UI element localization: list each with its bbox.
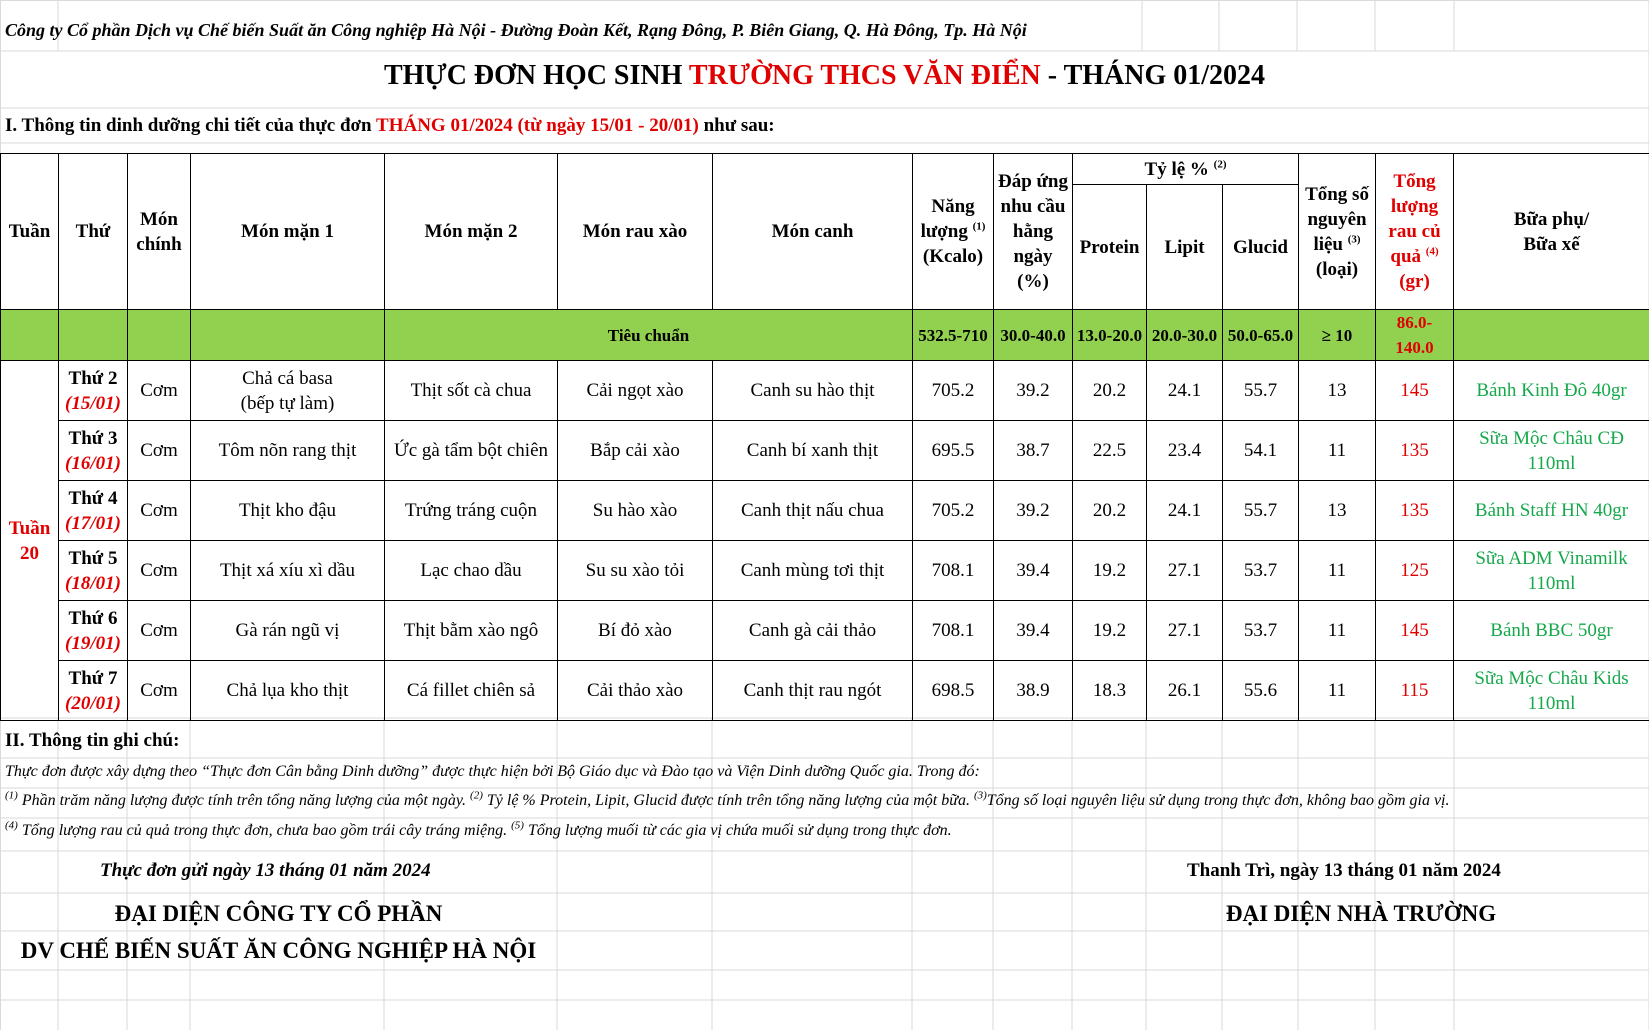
cell-veg-text: Cải thảo xào xyxy=(586,680,684,701)
note-2-sup: (2) xyxy=(470,789,483,802)
title-school: TRƯỜNG THCS VĂN ĐIỂN xyxy=(688,60,1041,91)
standard-veg-total: 86.0-140.0 xyxy=(1376,310,1454,361)
cell-snack xyxy=(1454,601,1649,661)
cell-veg-total xyxy=(1376,541,1454,601)
veg-total-footnote: (4) xyxy=(1425,245,1439,258)
cell-dish2-text: Thịt sốt cà chua xyxy=(410,380,532,401)
cell-snack-text: Bánh Kinh Đô 40gr xyxy=(1476,380,1627,401)
cell-dish1-note: (bếp tự làm) xyxy=(240,392,335,414)
cell-meet xyxy=(994,661,1073,721)
cell-main xyxy=(128,361,191,421)
standard-energy: 532.5-710 xyxy=(913,310,994,361)
note-line-2 xyxy=(5,789,1450,810)
week-number: 20 xyxy=(20,542,39,564)
cell-main xyxy=(128,421,191,481)
cell-dish2 xyxy=(385,541,558,601)
note-line-1: Thực đơn được xây dựng theo “Thực đơn Cân bằng Dinh dưỡng” được thực hiện bởi Bộ Giáo dục và Đào tạo và Viện Dinh dưỡng Quốc gia. Trong đó: xyxy=(5,763,980,780)
cell-meet-text: 38.9 xyxy=(1016,680,1050,701)
cell-lipit xyxy=(1147,421,1223,481)
standard-label: Tiêu chuẩn xyxy=(385,310,913,361)
cell-veg xyxy=(558,361,713,421)
cell-snack xyxy=(1454,481,1649,541)
cell-meet-text: 39.2 xyxy=(1016,380,1050,401)
day-date: (17/01) xyxy=(65,512,121,534)
section-1-text: I. Thông tin dinh dưỡng chi tiết của thực đơn xyxy=(5,115,377,136)
cell-day xyxy=(59,601,128,661)
cell-dish1 xyxy=(191,661,385,721)
week-label: Tuần xyxy=(8,517,51,539)
note-1-sup: (1) xyxy=(5,789,18,802)
cell-veg xyxy=(558,481,713,541)
cell-dish2-text: Trứng tráng cuộn xyxy=(404,500,538,521)
cell-main-text: Cơm xyxy=(140,680,178,701)
cell-dish2-text: Ức gà tẩm bột chiên xyxy=(393,440,549,461)
cell-ingredients-text: 13 xyxy=(1327,500,1347,521)
cell-snack-text: Bánh BBC 50gr xyxy=(1490,620,1613,641)
col-protein-header: Protein xyxy=(1073,185,1147,310)
cell-energy-text: 698.5 xyxy=(931,680,975,701)
cell-veg-total xyxy=(1376,481,1454,541)
snack-label: Bữa phụ/ xyxy=(1513,208,1590,230)
standard-meet: 30.0-40.0 xyxy=(994,310,1073,361)
energy-unit: (Kcalo) xyxy=(922,246,984,267)
meet-unit: (%) xyxy=(1017,271,1049,292)
cell-lipit xyxy=(1147,661,1223,721)
place-date: Thanh Trì, ngày 13 tháng 01 năm 2024 xyxy=(1187,860,1501,881)
standard-ingredients: ≥ 10 xyxy=(1299,310,1376,361)
day-date: (19/01) xyxy=(65,632,121,654)
day-date: (20/01) xyxy=(65,692,121,714)
cell-snack-text: Sữa ADM Vinamilk xyxy=(1475,547,1628,569)
table-row xyxy=(1,661,1649,721)
page-title xyxy=(0,60,1649,92)
cell-meet-text: 38.7 xyxy=(1016,440,1050,461)
cell-energy-text: 708.1 xyxy=(931,560,975,581)
cell-glucid xyxy=(1223,541,1299,601)
week-cell xyxy=(1,361,59,721)
cell-day xyxy=(59,661,128,721)
cell-soup-text: Canh thịt nấu chua xyxy=(741,500,884,521)
day-name: Thứ 4 xyxy=(68,487,118,509)
standard-row xyxy=(1,310,1649,361)
cell-dish2-text: Cá fillet chiên sả xyxy=(406,680,536,701)
cell-main-text: Cơm xyxy=(140,560,178,581)
ratio-footnote: (2) xyxy=(1213,158,1227,171)
cell-dish2 xyxy=(385,481,558,541)
cell-energy-text: 708.1 xyxy=(931,620,975,641)
note-2: Tỷ lệ % Protein, Lipit, Glucid được tính trên tổng năng lượng của một bữa. xyxy=(482,792,970,809)
veg-total-label: Tổng lượng rau củ quả xyxy=(1388,171,1441,267)
cell-protein-text: 20.2 xyxy=(1092,500,1127,521)
cell-snack xyxy=(1454,541,1649,601)
note-5-sup: (5) xyxy=(511,819,524,832)
cell-main xyxy=(128,601,191,661)
cell-lipit xyxy=(1147,361,1223,421)
cell-soup xyxy=(713,601,913,661)
cell-protein-text: 18.3 xyxy=(1092,680,1127,701)
cell-energy-text: 695.5 xyxy=(931,440,975,461)
cell-ingredients-text: 11 xyxy=(1327,560,1347,581)
cell-snack xyxy=(1454,421,1649,481)
cell-snack-text: Sữa Mộc Châu Kids xyxy=(1474,667,1629,689)
cell-lipit-text: 23.4 xyxy=(1167,440,1202,461)
cell-veg-total-text: 115 xyxy=(1400,680,1429,701)
cell-energy xyxy=(913,661,994,721)
col-glucid-header: Glucid xyxy=(1223,185,1299,310)
cell-dish1 xyxy=(191,601,385,661)
cell-snack-size: 110ml xyxy=(1527,452,1576,474)
section-2-heading: II. Thông tin ghi chú: xyxy=(5,730,180,751)
cell-ingredients xyxy=(1299,421,1376,481)
cell-protein-text: 19.2 xyxy=(1092,560,1127,581)
cell-day xyxy=(59,541,128,601)
cell-veg xyxy=(558,541,713,601)
day-name: Thứ 6 xyxy=(68,607,118,629)
cell-protein xyxy=(1073,661,1147,721)
day-date: (15/01) xyxy=(65,392,121,414)
note-5: Tổng lượng muối từ các gia vị chứa muối sử dụng trong thực đơn. xyxy=(523,822,952,839)
table-row xyxy=(1,421,1649,481)
cell-meet xyxy=(994,541,1073,601)
cell-veg-total-text: 145 xyxy=(1400,380,1429,401)
col-ratio-header xyxy=(1073,154,1299,185)
day-name: Thứ 3 xyxy=(68,427,118,449)
cell-ingredients xyxy=(1299,361,1376,421)
cell-veg-total-text: 135 xyxy=(1400,500,1429,521)
cell-dish2 xyxy=(385,361,558,421)
cell-snack xyxy=(1454,661,1649,721)
cell-glucid-text: 54.1 xyxy=(1243,440,1278,461)
day-date: (18/01) xyxy=(65,572,121,594)
cell-main xyxy=(128,661,191,721)
cell-day xyxy=(59,361,128,421)
cell-glucid xyxy=(1223,601,1299,661)
cell-ingredients xyxy=(1299,541,1376,601)
cell-snack-text: Bánh Staff HN 40gr xyxy=(1474,500,1629,521)
cell-dish2 xyxy=(385,661,558,721)
cell-protein xyxy=(1073,421,1147,481)
veg-total-unit: (gr) xyxy=(1399,271,1430,292)
cell-veg-total-text: 135 xyxy=(1400,440,1429,461)
cell-main-text: Cơm xyxy=(140,500,178,521)
cell-protein-text: 20.2 xyxy=(1092,380,1127,401)
col-energy-header xyxy=(913,154,994,310)
section-1-period: THÁNG 01/2024 (từ ngày 15/01 - 20/01) xyxy=(376,115,699,136)
table-row xyxy=(1,361,1649,421)
cell-veg-text: Bắp cải xào xyxy=(590,440,680,461)
cell-soup xyxy=(713,541,913,601)
cell-energy-text: 705.2 xyxy=(931,380,975,401)
day-name: Thứ 7 xyxy=(68,667,118,689)
note-4-sup: (4) xyxy=(5,819,18,832)
ingredients-unit: (loại) xyxy=(1315,258,1359,280)
cell-meet xyxy=(994,601,1073,661)
cell-energy xyxy=(913,361,994,421)
cell-dish1-text: Thịt kho đậu xyxy=(238,500,337,521)
cell-veg-text: Cải ngọt xào xyxy=(586,380,684,401)
cell-dish2 xyxy=(385,601,558,661)
cell-meet-text: 39.2 xyxy=(1016,500,1050,521)
cell-veg-text: Bí đỏ xào xyxy=(598,620,672,641)
cell-day xyxy=(59,481,128,541)
ingredients-footnote: (3) xyxy=(1347,233,1361,246)
cell-snack-size: 110ml xyxy=(1527,572,1576,594)
cell-veg-total xyxy=(1376,361,1454,421)
col-soup-header: Món canh xyxy=(713,154,913,310)
cell-dish1-text: Chả lụa kho thịt xyxy=(226,680,349,701)
cell-soup xyxy=(713,361,913,421)
cell-main-text: Cơm xyxy=(140,380,178,401)
cell-main xyxy=(128,541,191,601)
cell-ingredients xyxy=(1299,601,1376,661)
cell-snack-size: 110ml xyxy=(1527,692,1576,714)
energy-footnote: (1) xyxy=(972,220,986,233)
standard-glucid: 50.0-65.0 xyxy=(1223,310,1299,361)
standard-protein: 13.0-20.0 xyxy=(1073,310,1147,361)
cell-protein xyxy=(1073,481,1147,541)
cell-dish1 xyxy=(191,361,385,421)
company-address: Công ty Cổ phần Dịch vụ Chế biến Suất ăn Công nghiệp Hà Nội - Đường Đoàn Kết, Rạng Đông, P. Biên Giang, Q. Hà Đông, Tp. Hà Nội xyxy=(5,20,1027,40)
cell-lipit xyxy=(1147,601,1223,661)
cell-glucid xyxy=(1223,481,1299,541)
cell-ingredients-text: 13 xyxy=(1327,380,1347,401)
cell-meet-text: 39.4 xyxy=(1016,620,1050,641)
cell-ingredients-text: 11 xyxy=(1327,680,1347,701)
menu-rows xyxy=(1,361,1649,721)
col-day-header: Thứ xyxy=(59,154,128,310)
cell-veg-text: Su hào xào xyxy=(592,500,678,521)
cell-protein xyxy=(1073,541,1147,601)
cell-soup xyxy=(713,481,913,541)
cell-energy-text: 705.2 xyxy=(931,500,975,521)
title-month: - THÁNG 01/2024 xyxy=(1040,60,1266,91)
cell-glucid xyxy=(1223,421,1299,481)
cell-dish1-text: Tôm nõn rang thịt xyxy=(218,440,357,461)
cell-veg xyxy=(558,421,713,481)
col-meet-header xyxy=(994,154,1073,310)
cell-ingredients xyxy=(1299,661,1376,721)
cell-lipit-text: 24.1 xyxy=(1167,500,1202,521)
company-representative-1: ĐẠI DIỆN CÔNG TY CỔ PHẦN xyxy=(114,901,443,926)
cell-day xyxy=(59,421,128,481)
cell-meet xyxy=(994,421,1073,481)
cell-energy xyxy=(913,481,994,541)
snack-label-2: Bữa xế xyxy=(1523,233,1580,255)
cell-lipit-text: 26.1 xyxy=(1167,680,1202,701)
cell-soup-text: Canh gà cải thảo xyxy=(748,620,877,641)
cell-protein-text: 22.5 xyxy=(1092,440,1127,461)
cell-snack-text: Sữa Mộc Châu CĐ xyxy=(1479,427,1624,449)
cell-veg-total xyxy=(1376,661,1454,721)
cell-dish1 xyxy=(191,481,385,541)
cell-main-text: Cơm xyxy=(140,440,178,461)
cell-dish1-text: Gà rán ngũ vị xyxy=(235,620,340,641)
cell-dish1 xyxy=(191,421,385,481)
cell-soup-text: Canh bí xanh thịt xyxy=(746,440,879,461)
cell-dish2 xyxy=(385,421,558,481)
cell-meet xyxy=(994,481,1073,541)
col-veg-header: Món rau xào xyxy=(558,154,713,310)
cell-meet xyxy=(994,361,1073,421)
nutrition-menu-table xyxy=(0,153,1649,721)
cell-ingredients-text: 11 xyxy=(1327,620,1347,641)
cell-dish1-text: Chả cá basa xyxy=(242,367,333,389)
col-dish1-header: Món mặn 1 xyxy=(191,154,385,310)
note-4: Tổng lượng rau củ quả trong thực đơn, chưa bao gồm trái cây tráng miệng. xyxy=(17,822,508,839)
ratio-label: Tỷ lệ % xyxy=(1144,158,1209,180)
table-row xyxy=(1,601,1649,661)
cell-dish2-text: Lạc chao dầu xyxy=(420,560,522,581)
cell-glucid-text: 55.7 xyxy=(1243,380,1278,401)
cell-glucid-text: 55.6 xyxy=(1243,680,1278,701)
cell-glucid-text: 53.7 xyxy=(1243,620,1278,641)
cell-veg-total-text: 145 xyxy=(1400,620,1429,641)
section-1-suffix: như sau: xyxy=(698,115,775,136)
cell-veg-total xyxy=(1376,601,1454,661)
day-name: Thứ 5 xyxy=(68,547,118,569)
cell-soup xyxy=(713,661,913,721)
sent-date: Thực đơn gửi ngày 13 tháng 01 năm 2024 xyxy=(100,860,431,881)
col-week-header: Tuần xyxy=(1,154,59,310)
cell-lipit-text: 24.1 xyxy=(1167,380,1202,401)
cell-lipit xyxy=(1147,481,1223,541)
cell-veg-total-text: 125 xyxy=(1400,560,1429,581)
cell-main-text: Cơm xyxy=(140,620,178,641)
cell-main xyxy=(128,481,191,541)
cell-ingredients xyxy=(1299,481,1376,541)
day-name: Thứ 2 xyxy=(68,367,118,389)
note-line-3 xyxy=(5,819,952,840)
cell-veg xyxy=(558,601,713,661)
ingredients-label: Tổng số nguyên liệu xyxy=(1305,183,1369,255)
col-ingredients-header xyxy=(1299,154,1376,310)
cell-energy xyxy=(913,421,994,481)
cell-glucid xyxy=(1223,361,1299,421)
table-row xyxy=(1,481,1649,541)
table-row xyxy=(1,541,1649,601)
energy-label: Năng lượng xyxy=(920,196,975,242)
note-3-sup: (3) xyxy=(973,789,987,802)
cell-lipit-text: 27.1 xyxy=(1167,620,1202,641)
cell-soup-text: Canh su hào thịt xyxy=(750,380,875,401)
cell-veg-total xyxy=(1376,421,1454,481)
cell-glucid xyxy=(1223,661,1299,721)
cell-lipit-text: 27.1 xyxy=(1167,560,1202,581)
cell-soup xyxy=(713,421,913,481)
col-dish2-header: Món mặn 2 xyxy=(385,154,558,310)
cell-soup-text: Canh mùng tơi thịt xyxy=(740,560,885,581)
note-3: Tổng số loại nguyên liệu sử dụng trong thực đơn, không bao gồm gia vị. xyxy=(986,792,1450,809)
cell-dish2-text: Thịt bằm xào ngô xyxy=(403,620,539,641)
cell-ingredients-text: 11 xyxy=(1327,440,1347,461)
day-date: (16/01) xyxy=(65,452,121,474)
col-veg-total-header xyxy=(1376,154,1454,310)
cell-glucid-text: 53.7 xyxy=(1243,560,1278,581)
school-representative: ĐẠI DIỆN NHÀ TRƯỜNG xyxy=(1225,901,1497,926)
cell-snack xyxy=(1454,361,1649,421)
cell-glucid-text: 55.7 xyxy=(1243,500,1278,521)
cell-energy xyxy=(913,541,994,601)
cell-energy xyxy=(913,601,994,661)
cell-dish1 xyxy=(191,541,385,601)
cell-protein-text: 19.2 xyxy=(1092,620,1127,641)
title-part-1: THỰC ĐƠN HỌC SINH xyxy=(383,60,689,91)
col-snack-header xyxy=(1454,154,1649,310)
cell-dish1-text: Thịt xá xíu xì dầu xyxy=(219,560,356,581)
company-representative-2: DV CHẾ BIẾN SUẤT ĂN CÔNG NGHIỆP HÀ NỘI xyxy=(20,938,537,963)
section-1-heading xyxy=(5,115,775,137)
note-1: Phần trăm năng lượng được tính trên tổng năng lượng của một ngày. xyxy=(17,792,467,809)
cell-protein xyxy=(1073,601,1147,661)
col-main-header: Món chính xyxy=(128,154,191,310)
standard-lipit: 20.0-30.0 xyxy=(1147,310,1223,361)
cell-protein xyxy=(1073,361,1147,421)
cell-lipit xyxy=(1147,541,1223,601)
cell-soup-text: Canh thịt rau ngót xyxy=(743,680,882,701)
col-lipit-header: Lipit xyxy=(1147,185,1223,310)
cell-veg-text: Su su xào tỏi xyxy=(585,560,685,581)
meet-label: Đáp ứng nhu cầu hằng ngày xyxy=(997,171,1068,267)
cell-veg xyxy=(558,661,713,721)
cell-meet-text: 39.4 xyxy=(1016,560,1050,581)
